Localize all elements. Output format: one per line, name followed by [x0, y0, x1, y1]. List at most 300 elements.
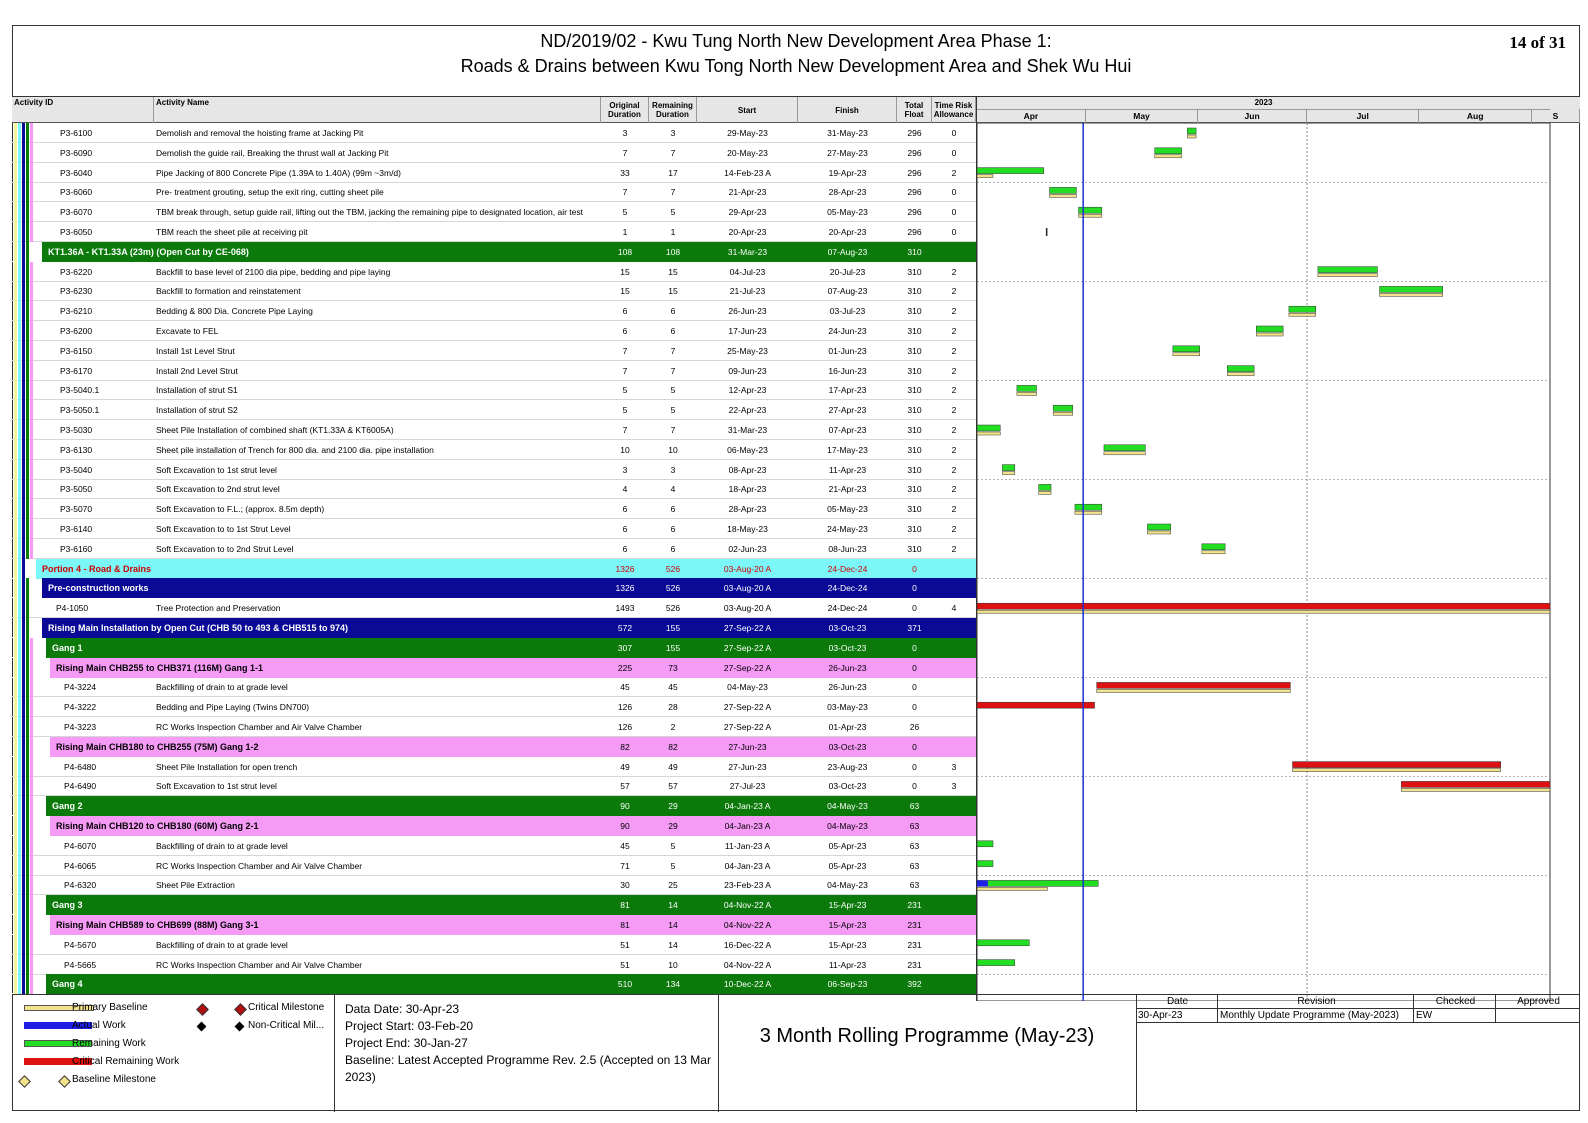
gantt-remaining-bar — [1256, 326, 1283, 332]
indent-band — [14, 618, 17, 638]
cell-total-float: 26 — [909, 722, 920, 732]
cell-original-duration: 90 — [620, 821, 630, 831]
cell-total-float: 63 — [909, 880, 920, 891]
cell-original-duration: 1326 — [615, 563, 635, 574]
cell-finish: 05-May-23 — [827, 504, 868, 515]
wbs-row[interactable] — [12, 638, 976, 658]
col-time-risk[interactable]: Time Risk Allowance — [932, 97, 976, 123]
wbs-row[interactable] — [12, 658, 976, 678]
wbs-name: Rising Main CHB255 to CHB371 (116M) Gang 1-1 — [56, 662, 264, 673]
indent-band — [14, 796, 17, 816]
cell-start: 20-Apr-23 — [728, 227, 767, 237]
cell-activity-id: P4-3224 — [64, 682, 97, 693]
table-row[interactable] — [12, 222, 976, 242]
cell-activity-id: P3-5050 — [60, 484, 93, 495]
cell-remaining-duration: 45 — [668, 682, 678, 693]
indent-band — [30, 281, 33, 301]
cell-finish: 24-Dec-24 — [827, 583, 868, 594]
indent-band — [18, 915, 21, 935]
indent-band — [18, 776, 21, 796]
gantt-chart — [977, 97, 1580, 1001]
indent-band — [22, 499, 25, 519]
cell-original-duration: 6 — [622, 524, 628, 534]
legend-noncritical-milestone-icon-2 — [235, 1022, 245, 1032]
indent-band — [22, 163, 25, 183]
cell-activity-name: Backfill to formation and reinstatement — [156, 286, 301, 297]
wbs-indent-bands — [12, 757, 50, 777]
cell-finish: 24-Jun-23 — [828, 326, 867, 336]
gantt-year: 2023 — [977, 97, 1550, 110]
cell-total-float: 0 — [912, 642, 917, 653]
cell-original-duration: 30 — [620, 880, 630, 891]
indent-band — [30, 262, 33, 282]
cell-original-duration: 4 — [622, 484, 628, 495]
cell-original-duration: 6 — [622, 543, 628, 554]
cell-remaining-duration: 82 — [668, 741, 678, 752]
cell-time-risk — [932, 796, 976, 816]
indent-band — [22, 974, 25, 994]
cell-remaining-duration: 14 — [668, 900, 678, 911]
cell-remaining-duration: 155 — [665, 642, 681, 653]
cell-time-risk — [932, 915, 976, 935]
gantt-baseline-bar — [1147, 531, 1170, 534]
table-row[interactable] — [12, 400, 976, 420]
table-row[interactable] — [12, 717, 976, 737]
indent-band — [26, 796, 29, 816]
data-date: Data Date: 30-Apr-23 — [345, 1002, 460, 1016]
gantt-remaining-bar — [977, 940, 1029, 946]
gantt-remaining-bar — [1155, 148, 1182, 154]
gantt-baseline-bar — [1079, 214, 1102, 217]
wbs-row[interactable] — [12, 559, 976, 579]
indent-band — [22, 182, 25, 202]
indent-band — [26, 341, 29, 361]
table-row[interactable] — [12, 856, 976, 876]
page-title-line1: ND/2019/02 - Kwu Tung North New Development Area Phase 1: — [540, 31, 1052, 51]
table-row[interactable] — [12, 123, 976, 143]
gantt-critical-bar — [1293, 762, 1501, 768]
indent-band — [26, 737, 29, 757]
cell-finish: 01-Apr-23 — [828, 722, 867, 732]
indent-band — [30, 816, 33, 836]
indent-band — [18, 974, 21, 994]
cell-finish: 15-Apr-23 — [828, 900, 867, 911]
wbs-indent-bands — [12, 539, 46, 559]
wbs-indent-bands — [12, 182, 46, 202]
table-row[interactable] — [12, 757, 976, 777]
table-row[interactable] — [12, 182, 976, 202]
cell-start: 11-Jan-23 A — [724, 840, 771, 851]
cell-remaining-duration: 28 — [668, 702, 678, 713]
table-row[interactable] — [12, 380, 976, 400]
table-row[interactable] — [12, 519, 976, 539]
table-row[interactable] — [12, 460, 976, 480]
cell-remaining-duration: 15 — [668, 286, 678, 297]
cell-activity-name: Sheet Pile Extraction — [156, 880, 235, 891]
table-row[interactable] — [12, 262, 976, 282]
footer-divider-1 — [334, 995, 335, 1112]
cell-remaining-duration: 2 — [670, 722, 676, 732]
col-remaining-duration[interactable]: Remaining Duration — [649, 97, 697, 123]
table-row[interactable] — [12, 499, 976, 519]
cell-activity-id: P3-6150 — [60, 345, 93, 356]
wbs-indent-bands — [12, 974, 46, 994]
gantt-baseline-bar — [1318, 274, 1378, 277]
cell-original-duration: 1 — [622, 227, 628, 237]
wbs-indent-bands — [12, 638, 46, 658]
indent-band — [30, 737, 33, 757]
rev-approved — [1496, 1009, 1580, 1023]
cell-time-risk — [932, 836, 976, 856]
wbs-name: Gang 3 — [52, 900, 83, 911]
indent-band — [14, 836, 17, 856]
cell-activity-name: Soft Excavation to to 1st Strut Level — [156, 524, 291, 534]
table-row[interactable] — [12, 955, 976, 975]
cell-original-duration: 33 — [620, 167, 630, 178]
table-row[interactable] — [12, 539, 976, 559]
gantt-remaining-bar — [1289, 306, 1316, 312]
wbs-row[interactable] — [12, 816, 976, 836]
wbs-indent-bands — [12, 420, 46, 440]
indent-band — [18, 875, 21, 895]
cell-total-float: 310 — [907, 286, 922, 297]
wbs-indent-bands — [12, 361, 46, 381]
gantt-month-label: Jun — [1198, 109, 1307, 123]
indent-band — [30, 856, 33, 876]
cell-finish: 04-May-23 — [827, 821, 868, 831]
cell-total-float: 310 — [907, 484, 922, 495]
table-row[interactable] — [12, 875, 976, 895]
indent-band — [26, 658, 29, 678]
cell-activity-name: Backfilling of drain to at grade level — [156, 682, 288, 693]
table-row[interactable] — [12, 420, 976, 440]
wbs-name: Rising Main Installation by Open Cut (CHB 50 to 493 & CHB515 to 974) — [48, 623, 349, 633]
cell-remaining-duration: 108 — [665, 246, 681, 257]
cell-activity-id: P3-6140 — [60, 524, 93, 534]
indent-band — [22, 460, 25, 480]
cell-time-risk: 0 — [951, 128, 957, 138]
cell-activity-id: P3-6210 — [60, 306, 93, 317]
wbs-indent-bands — [12, 123, 46, 143]
cell-finish: 26-Jun-23 — [828, 682, 867, 693]
indent-band — [14, 143, 17, 163]
indent-band — [26, 955, 29, 975]
cell-time-risk: 2 — [951, 306, 957, 317]
indent-band — [26, 123, 29, 143]
indent-band — [26, 361, 29, 381]
cell-time-risk — [932, 955, 976, 975]
rev-description: Monthly Update Programme (May-2023) — [1218, 1009, 1414, 1023]
table-row[interactable] — [12, 361, 976, 381]
cell-time-risk: 0 — [951, 187, 957, 198]
wbs-indent-bands — [12, 816, 50, 836]
indent-band — [14, 301, 17, 321]
wbs-row[interactable] — [12, 737, 976, 757]
indent-band — [30, 875, 33, 895]
cell-start: 31-Mar-23 — [727, 425, 768, 435]
page-title-line2: Roads & Drains between Kwu Tong North New Development Area and Shek Wu Hui — [460, 56, 1132, 76]
cell-original-duration: 510 — [617, 979, 633, 990]
cell-original-duration: 108 — [617, 246, 633, 257]
cell-original-duration: 7 — [622, 425, 628, 435]
cell-time-risk — [932, 816, 976, 836]
cell-finish: 04-May-23 — [827, 880, 868, 891]
table-row[interactable] — [12, 143, 976, 163]
cell-original-duration: 1326 — [615, 583, 635, 594]
cell-remaining-duration: 15 — [668, 266, 678, 277]
cell-activity-id: P3-5030 — [60, 425, 93, 435]
cell-time-risk: 3 — [951, 781, 957, 792]
cell-activity-id: P3-6230 — [60, 286, 93, 297]
indent-band — [18, 578, 21, 598]
cell-start: 16-Dec-22 A — [723, 939, 772, 950]
wbs-indent-bands — [12, 242, 42, 262]
indent-band — [22, 796, 25, 816]
indent-band — [18, 222, 21, 242]
indent-band — [14, 578, 17, 598]
rev-header-checked: Checked — [1414, 995, 1496, 1009]
indent-band — [26, 677, 29, 697]
cell-finish: 20-Apr-23 — [828, 227, 867, 237]
col-start[interactable]: Start — [697, 97, 798, 123]
indent-band — [26, 182, 29, 202]
cell-activity-name: Demolish the guide rail, Breaking the thrust wall at Jacking Pit — [156, 147, 389, 158]
cell-total-float: 296 — [907, 147, 922, 158]
page-number: 14 of 31 — [1509, 33, 1566, 52]
indent-band — [22, 519, 25, 539]
wbs-name: Portion 4 - Road & Drains — [42, 563, 152, 574]
wbs-indent-bands — [12, 222, 46, 242]
wbs-indent-bands — [12, 321, 46, 341]
cell-total-float: 310 — [907, 365, 922, 376]
indent-band — [18, 262, 21, 282]
gantt-canvas — [977, 123, 1580, 1001]
wbs-indent-bands — [12, 479, 46, 499]
cell-total-float: 296 — [907, 128, 922, 138]
wbs-row[interactable] — [12, 895, 976, 915]
cell-start: 12-Apr-23 — [728, 385, 767, 396]
wbs-indent-bands — [12, 658, 50, 678]
cell-finish: 04-May-23 — [827, 801, 868, 812]
cell-start: 06-May-23 — [727, 444, 768, 455]
indent-band — [14, 321, 17, 341]
indent-band — [30, 380, 33, 400]
cell-remaining-duration: 29 — [668, 821, 678, 831]
indent-band — [14, 875, 17, 895]
indent-band — [14, 915, 17, 935]
wbs-indent-bands — [12, 697, 50, 717]
indent-band — [22, 677, 25, 697]
indent-band — [26, 776, 29, 796]
rev-checked: EW — [1414, 1009, 1496, 1023]
table-row[interactable] — [12, 301, 976, 321]
cell-activity-name: Pipe Jacking of 800 Concrete Pipe (1.39A to 1.40A) (99m ~3m/d) — [156, 167, 401, 178]
gantt-remaining-bar — [1039, 484, 1051, 490]
indent-band — [14, 361, 17, 381]
cell-activity-name: Soft Excavation to 2nd strut level — [156, 484, 280, 495]
gantt-baseline-bar — [1039, 491, 1051, 494]
gantt-remaining-bar — [1075, 504, 1102, 510]
col-activity-name[interactable]: Activity Name — [154, 97, 601, 123]
table-row[interactable] — [12, 598, 976, 618]
indent-band — [22, 816, 25, 836]
indent-band — [18, 163, 21, 183]
indent-band — [18, 757, 21, 777]
wbs-row[interactable] — [12, 618, 976, 638]
table-row[interactable] — [12, 440, 976, 460]
table-row[interactable] — [12, 479, 976, 499]
gantt-baseline-bar — [1173, 353, 1200, 356]
cell-finish: 07-Aug-23 — [827, 286, 868, 297]
indent-band — [22, 539, 25, 559]
cell-time-risk — [932, 717, 976, 737]
indent-band — [14, 677, 17, 697]
indent-band — [26, 875, 29, 895]
cell-activity-id: P4-3223 — [64, 722, 97, 732]
cell-start: 27-Sep-22 A — [723, 623, 772, 633]
table-row[interactable] — [12, 697, 976, 717]
wbs-indent-bands — [12, 677, 50, 697]
cell-time-risk: 2 — [951, 385, 957, 396]
cell-finish: 24-Dec-24 — [827, 563, 868, 574]
cell-activity-name: Pre- treatment grouting, setup the exit ring, cutting sheet pile — [156, 187, 384, 198]
cell-start: 31-Mar-23 — [727, 246, 768, 257]
legend-critical-milestone-icon-2 — [234, 1003, 247, 1016]
cell-total-float: 296 — [907, 227, 922, 237]
table-row[interactable] — [12, 935, 976, 955]
cell-finish: 19-Apr-23 — [828, 167, 867, 178]
cell-remaining-duration: 5 — [670, 405, 676, 416]
cell-total-float: 0 — [912, 761, 917, 772]
cell-finish: 26-Jun-23 — [828, 662, 867, 673]
table-row[interactable] — [12, 202, 976, 222]
cell-remaining-duration: 5 — [670, 385, 676, 396]
col-original-duration[interactable]: Original Duration — [601, 97, 649, 123]
table-row[interactable] — [12, 321, 976, 341]
gantt-remaining-bar — [1104, 445, 1145, 451]
cell-total-float: 310 — [907, 246, 922, 257]
cell-time-risk: 2 — [951, 444, 957, 455]
cell-start: 10-Dec-22 A — [723, 979, 772, 990]
table-row[interactable] — [12, 163, 976, 183]
cell-total-float: 296 — [907, 207, 922, 218]
col-activity-id[interactable]: Activity ID — [12, 97, 154, 123]
gantt-milestone-tick — [1046, 228, 1048, 236]
legend-noncritical-milestone-label: Non-Critical Mil... — [248, 1020, 325, 1031]
cell-activity-name: Soft Excavation to to 2nd Strut Level — [156, 543, 294, 554]
gantt-baseline-bar — [1050, 194, 1077, 197]
gantt-remaining-bar — [1227, 366, 1254, 372]
cell-total-float: 0 — [912, 603, 917, 614]
cell-activity-name: Backfill to base level of 2100 dia pipe, bedding and pipe laying — [156, 266, 391, 277]
indent-band — [26, 400, 29, 420]
gantt-remaining-bar — [1017, 385, 1037, 391]
indent-band — [14, 856, 17, 876]
cell-original-duration: 6 — [622, 504, 628, 515]
gantt-remaining-bar — [1079, 207, 1102, 213]
gantt-baseline-bar — [1097, 689, 1291, 692]
wbs-row[interactable] — [12, 242, 976, 262]
cell-time-risk — [932, 677, 976, 697]
gantt-baseline-bar — [1075, 511, 1102, 514]
indent-band — [14, 400, 17, 420]
wbs-name: Rising Main CHB180 to CHB255 (75M) Gang 1-2 — [56, 741, 259, 752]
table-row[interactable] — [12, 677, 976, 697]
cell-remaining-duration: 10 — [668, 444, 678, 455]
cell-time-risk: 2 — [951, 504, 957, 515]
indent-band — [26, 163, 29, 183]
cell-total-float: 63 — [909, 801, 920, 812]
indent-band — [26, 757, 29, 777]
indent-band — [14, 895, 17, 915]
legend-baseline-milestone-icon-2 — [58, 1075, 71, 1088]
indent-band — [14, 479, 17, 499]
indent-band — [26, 697, 29, 717]
indent-band — [22, 598, 25, 618]
table-row[interactable] — [12, 776, 976, 796]
cell-finish: 03-Oct-23 — [828, 642, 867, 653]
cell-finish: 03-Oct-23 — [828, 741, 867, 752]
cell-start: 17-Jun-23 — [728, 326, 767, 336]
cell-activity-name: Install 1st Level Strut — [156, 345, 235, 356]
cell-start: 04-Nov-22 A — [723, 900, 772, 911]
cell-original-duration: 10 — [620, 444, 630, 455]
cell-activity-name: TBM break through, setup guide rail, lifting out the TBM, jacking the remaining pipe to designated location, air test — [156, 207, 583, 218]
table-row[interactable] — [12, 341, 976, 361]
cell-finish: 27-Apr-23 — [828, 405, 867, 416]
cell-finish: 03-May-23 — [827, 702, 868, 713]
table-row[interactable] — [12, 281, 976, 301]
cell-time-risk — [932, 242, 976, 262]
cell-remaining-duration: 6 — [670, 326, 676, 336]
cell-remaining-duration: 526 — [665, 563, 681, 574]
cell-original-duration: 225 — [617, 662, 633, 673]
cell-original-duration: 3 — [622, 128, 628, 138]
indent-band — [14, 262, 17, 282]
wbs-indent-bands — [12, 499, 46, 519]
cell-time-risk — [932, 638, 976, 658]
indent-band — [18, 796, 21, 816]
cell-activity-id: P3-5040.1 — [60, 385, 100, 396]
wbs-name: Rising Main CHB589 to CHB699 (88M) Gang 3-1 — [56, 920, 259, 930]
indent-band — [18, 658, 21, 678]
col-finish[interactable]: Finish — [798, 97, 897, 123]
cell-start: 03-Aug-20 A — [723, 563, 772, 574]
table-row[interactable] — [12, 836, 976, 856]
wbs-row[interactable] — [12, 915, 976, 935]
cell-total-float: 0 — [912, 662, 917, 673]
gantt-remaining-bar — [977, 861, 993, 867]
gantt-baseline-bar — [1293, 769, 1501, 772]
indent-band — [18, 638, 21, 658]
cell-total-float: 0 — [912, 702, 917, 713]
col-total-float[interactable]: Total Float — [897, 97, 932, 123]
cell-activity-id: P3-5040 — [60, 464, 93, 475]
cell-activity-id: P4-6070 — [64, 840, 97, 851]
gantt-baseline-bar — [977, 175, 993, 178]
cell-activity-id: P4-5665 — [64, 959, 97, 970]
cell-start: 21-Jul-23 — [729, 286, 766, 297]
cell-original-duration: 126 — [617, 722, 633, 732]
cell-activity-name: Bedding & 800 Dia. Concrete Pipe Laying — [156, 306, 313, 317]
indent-band — [22, 281, 25, 301]
indent-band — [18, 935, 21, 955]
wbs-row[interactable] — [12, 796, 976, 816]
gantt-critical-bar — [1097, 682, 1291, 688]
wbs-row[interactable] — [12, 578, 976, 598]
wbs-row[interactable] — [12, 974, 976, 994]
indent-band — [22, 776, 25, 796]
